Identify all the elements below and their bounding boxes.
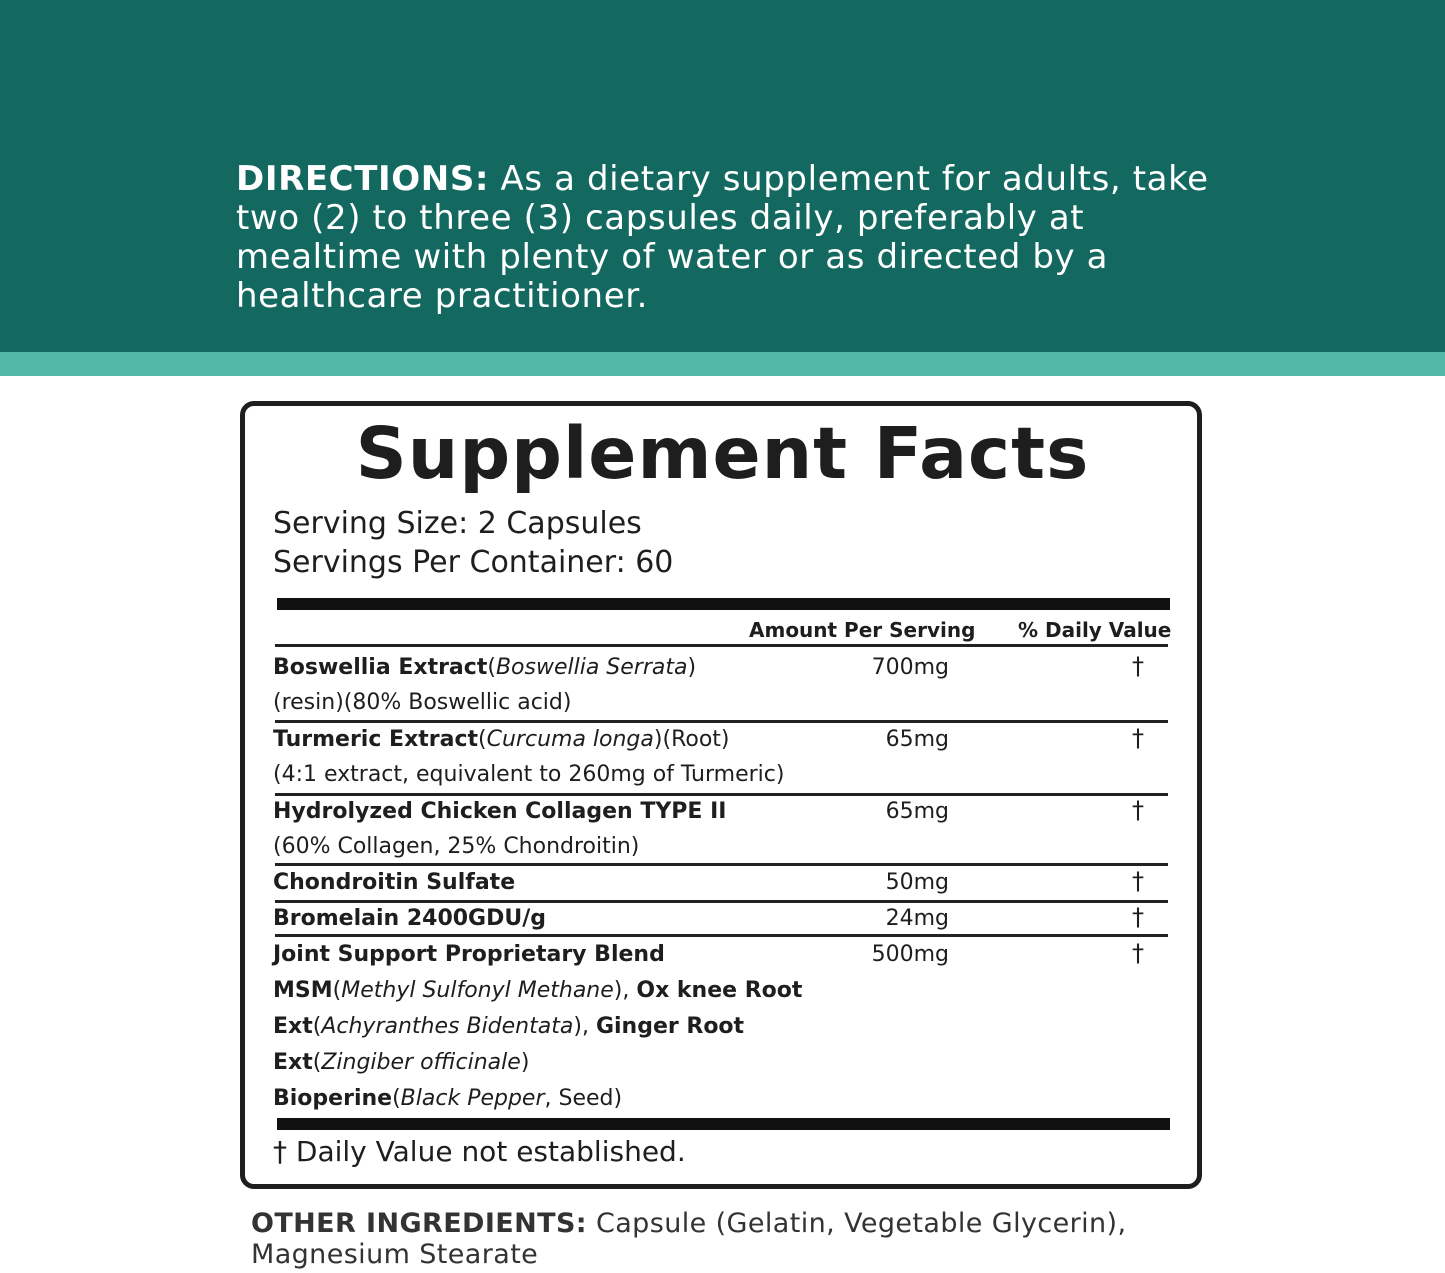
blend-line-4: Bioperine(Black Pepper, Seed) <box>273 1086 623 1111</box>
daily-value: † <box>1132 652 1144 680</box>
ingredient-collagen <box>273 799 726 824</box>
blend-ext: Ext <box>273 1014 313 1039</box>
ingredient-name: Boswellia Extract <box>273 655 488 680</box>
row-rule <box>275 934 1168 937</box>
daily-value: † <box>1132 724 1144 752</box>
daily-value-header: % Daily Value <box>1018 618 1172 642</box>
ingredient-boswellia: Boswellia Extract(Boswellia Serrata) <box>273 655 697 680</box>
row-rule <box>275 793 1168 796</box>
ingredient-latin: Curcuma longa <box>486 727 654 752</box>
blend-bioperine-part: Seed <box>558 1086 614 1111</box>
row-rule <box>275 863 1168 866</box>
blend-msm-latin: Methyl Sulfonyl Methane <box>341 978 614 1003</box>
ingredient-name: Hydrolyzed Chicken Collagen TYPE II <box>273 799 727 824</box>
amount-value: 50mg <box>885 870 949 895</box>
amount-header: Amount Per Serving <box>749 618 976 642</box>
footnote: † Daily Value not established. <box>273 1135 686 1168</box>
daily-value: † <box>1132 903 1144 931</box>
ingredient-latin: Boswellia Serrata <box>495 655 688 680</box>
blend-oxknee-latin: Achyranthes Bidentata <box>321 1014 574 1039</box>
directions-text <box>236 160 1226 316</box>
facts-title: Supplement Facts <box>355 412 1090 495</box>
blend-bioperine: Bioperine <box>273 1086 393 1111</box>
blend-msm: MSM <box>273 978 333 1003</box>
ingredient-detail: (4:1 extract, equivalent to 260mg of Turmeric) <box>273 762 785 787</box>
ingredient-turmeric: Turmeric Extract(Curcuma longa)(Root) <box>273 727 730 752</box>
daily-value: † <box>1132 867 1144 895</box>
blend-oxknee: Ox knee Root <box>636 978 803 1003</box>
serving-size: Serving Size: 2 Capsules <box>273 506 642 541</box>
row-rule <box>275 900 1168 903</box>
directions-label: DIRECTIONS: <box>236 159 490 199</box>
amount-value: 65mg <box>885 727 949 752</box>
ingredient-chondroitin <box>273 870 515 895</box>
blend-bioperine-latin: Black Pepper <box>400 1086 545 1111</box>
daily-value: † <box>1132 796 1144 824</box>
amount-value: 65mg <box>885 799 949 824</box>
ingredient-name: Bromelain 2400GDU/g <box>273 906 547 931</box>
accent-stripe <box>0 352 1445 376</box>
ingredient-blend <box>273 942 665 967</box>
amount-value: 24mg <box>885 906 949 931</box>
other-ingredients <box>251 1208 1251 1270</box>
ingredient-detail: (resin)(80% Boswellic acid) <box>273 690 572 715</box>
blend-ginger: Ginger Root <box>595 1014 745 1039</box>
ingredient-name: Chondroitin Sulfate <box>273 870 516 895</box>
ingredient-detail: (60% Collagen, 25% Chondroitin) <box>273 834 640 859</box>
other-ingredients-line1: Capsule (Gelatin, Vegetable Glycerin), <box>595 1208 1127 1239</box>
ingredient-name: Turmeric Extract <box>273 727 479 752</box>
amount-value: 500mg <box>871 942 949 967</box>
ingredient-part: (Root) <box>662 727 730 752</box>
blend-line-1: MSM(Methyl Sulfonyl Methane), Ox knee Root <box>273 978 803 1003</box>
servings-per-container: Servings Per Container: 60 <box>273 545 674 580</box>
other-ingredients-label: OTHER INGREDIENTS: <box>251 1208 587 1239</box>
other-ingredients-line2: Magnesium Stearate <box>251 1239 539 1270</box>
thick-divider-top <box>277 598 1170 610</box>
header-rule <box>275 644 1168 647</box>
row-rule <box>275 720 1168 723</box>
thick-divider-bottom <box>277 1118 1170 1130</box>
daily-value: † <box>1132 939 1144 967</box>
ingredient-name: Joint Support Proprietary Blend <box>273 942 665 967</box>
blend-line-2: Ext(Achyranthes Bidentata), Ginger Root <box>273 1014 745 1039</box>
blend-ext: Ext <box>273 1050 313 1075</box>
blend-ginger-latin: Zingiber officinale <box>321 1050 521 1075</box>
ingredient-bromelain <box>273 906 546 931</box>
amount-value: 700mg <box>871 655 949 680</box>
directions-body: As a dietary supplement for adults, take two (2) to three (3) capsules daily, preferably at mealtime with plenty of water or as directed by a healthcare practitioner. <box>236 159 1209 316</box>
blend-line-3: Ext(Zingiber officinale) <box>273 1050 530 1075</box>
